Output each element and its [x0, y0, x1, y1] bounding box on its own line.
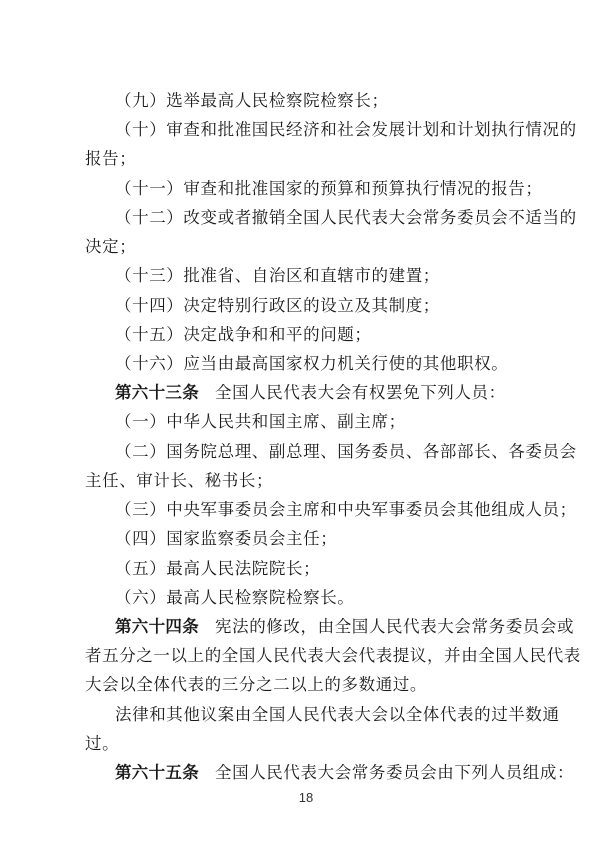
article-64-paragraph-2-continued: 过。	[85, 733, 120, 753]
article-63-item-2: （二）国务院总理、副总理、国务委员、各部部长、各委员会	[115, 441, 577, 461]
page-number: 18	[298, 790, 314, 805]
item-thirteen: （十三）批准省、自治区和直辖市的建置；	[115, 266, 440, 286]
item-eleven: （十一）审查和批准国家的预算和预算执行情况的报告；	[115, 178, 543, 198]
item-fifteen: （十五）决定战争和和平的问题；	[115, 324, 372, 344]
article-63-item-1: （一）中华人民共和国主席、副主席；	[115, 412, 406, 432]
article-64-paragraph	[115, 614, 575, 640]
article-63-text: 全国人民代表大会有权罢免下列人员：	[215, 383, 506, 403]
article-63-item-3: （三）中央军事委员会主席和中央军事委员会其他组成人员；	[115, 500, 577, 519]
article-65-heading: 第六十五条	[115, 763, 199, 782]
article-63-item-2-continued: 主任、审计长、秘书长；	[85, 470, 274, 490]
article-64-line-3: 大会以全体代表的三分之二以上的多数通过。	[85, 675, 427, 695]
item-ten: （十）审查和批准国民经济和社会发展计划和计划执行情况的	[115, 120, 577, 140]
article-64-line-2: 者五分之一以上的全国人民代表大会代表提议，并由全国人民代表	[85, 646, 581, 666]
article-63-paragraph	[115, 380, 537, 406]
article-64-text: 宪法的修改，由全国人民代表大会常务委员会或	[215, 616, 575, 636]
item-fourteen: （十四）决定特别行政区的设立及其制度；	[115, 295, 440, 315]
article-65-paragraph	[115, 760, 575, 786]
item-ten-continued: 报告；	[85, 149, 137, 169]
item-sixteen: （十六）应当由最高国家权力机关行使的其他职权。	[115, 354, 509, 373]
article-64-paragraph-2: 法律和其他议案由全国人民代表大会以全体代表的过半数通	[115, 704, 560, 724]
article-63-item-6: （六）最高人民检察院检察长。	[115, 587, 355, 607]
article-63-item-4: （四）国家监察委员会主任；	[115, 529, 338, 549]
item-twelve-continued: 决定；	[85, 237, 137, 257]
article-63-heading: 第六十三条	[115, 383, 199, 403]
article-65-text: 全国人民代表大会常务委员会由下列人员组成：	[215, 763, 575, 782]
article-64-heading: 第六十四条	[115, 616, 199, 636]
item-twelve: （十二）改变或者撤销全国人民代表大会常务委员会不适当的	[115, 207, 577, 227]
article-63-item-5: （五）最高人民法院院长；	[115, 558, 321, 578]
item-nine: （九）选举最高人民检察院检察长；	[115, 91, 389, 110]
